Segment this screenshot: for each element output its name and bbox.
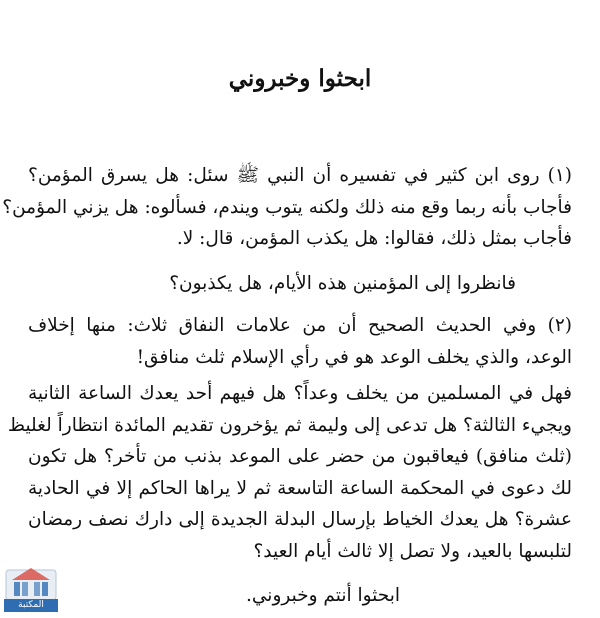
page-title: ابحثوا وخبروني <box>228 65 372 92</box>
paragraph-4 <box>7 378 572 567</box>
paragraph-3 <box>28 310 572 373</box>
text-line: فانظروا إلى المؤمنين هذه الأيام، هل يكذبون؟ <box>169 273 516 294</box>
text-line: لك دعوى في المحكمة الساعة التاسعة ثم لا يراها الحاكم إلا في الحادية <box>28 477 572 499</box>
text-line: فأجاب بأنه ربما وقع منه ذلك ولكنه يتوب ويندم، فسألوه: هل يزني المؤمن؟ <box>2 196 572 218</box>
closing-line <box>246 580 400 612</box>
text-line: ابحثوا أنتم وخبروني. <box>246 585 400 606</box>
text-line: (١) روى ابن كثير في تفسيره أن النبي ﷺ سئل: هل يسرق المؤمن؟ <box>28 165 572 186</box>
text-line: (ثلث منافق) فيعاقبون من حضر على الموعد بذنب من تأخر؟ هل تكون <box>28 446 572 467</box>
text-line: الوعد، والذي يخلف الوعد هو في رأي الإسلام ثلث منافق! <box>136 346 572 368</box>
paragraph-1 <box>2 160 572 255</box>
text-line: لتلبسها بالعيد، ولا تصل إلا ثالث أيام العيد؟ <box>253 540 572 562</box>
logo-label: المكتبة <box>4 599 58 612</box>
library-logo <box>0 562 62 614</box>
text-line: ويجيء الثالثة؟ هل تدعى إلى وليمة ثم يؤخرون تقديم المائدة انتظاراً لغليظ <box>7 414 572 436</box>
text-line: (٢) وفي الحديث الصحيح أن من علامات النفاق ثلاث: منها إخلاف <box>28 315 572 336</box>
text-line: فهل في المسلمين من يخلف وعداً؟ هل فيهم أحد يعدك الساعة الثانية <box>28 383 572 404</box>
text-line: فأجاب بمثل ذلك، فقالوا: هل يكذب المؤمن، قال: لا. <box>176 228 572 249</box>
paragraph-2 <box>28 268 516 300</box>
text-line: عشرة؟ هل يعدك الخياط بإرسال البدلة الجديدة إلى دارك نصف رمضان <box>28 509 572 530</box>
